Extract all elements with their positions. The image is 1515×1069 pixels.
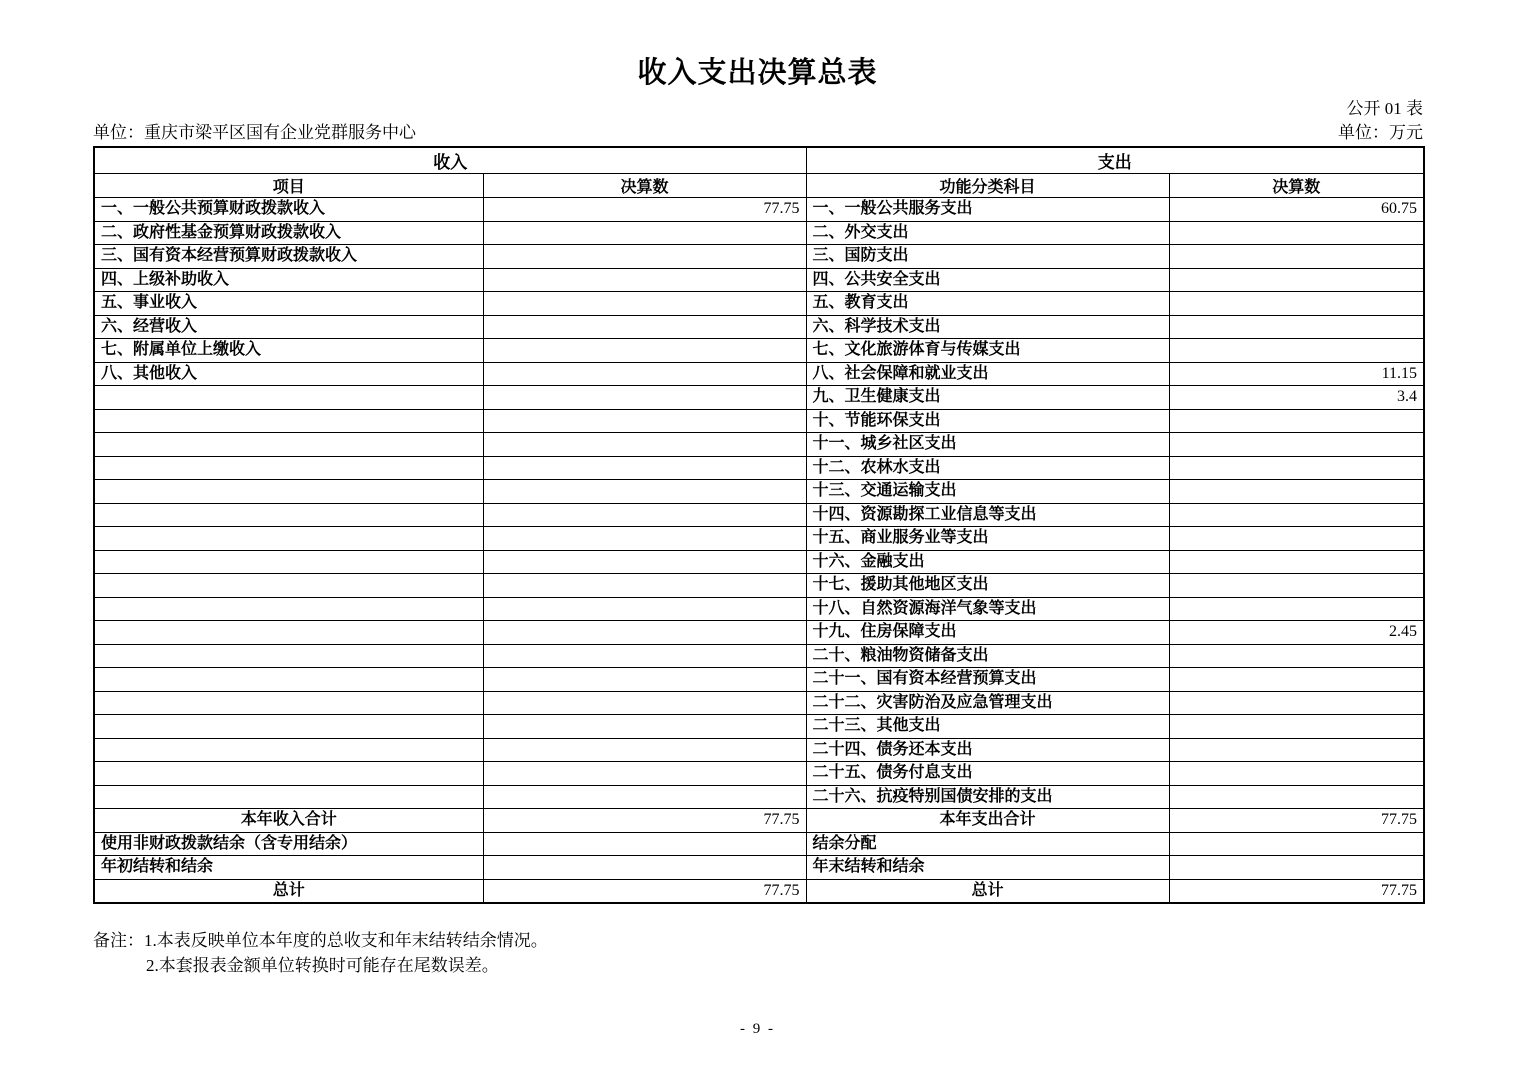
income-item-cell bbox=[94, 433, 483, 457]
form-number: 公开 01 表 bbox=[1346, 99, 1423, 118]
table-row bbox=[94, 386, 1424, 410]
income-item-cell: 总计 bbox=[94, 879, 483, 903]
expense-item-cell: 五、教育支出 bbox=[806, 292, 1169, 316]
income-amount-cell bbox=[483, 433, 806, 457]
income-amount-cell: 77.75 bbox=[483, 198, 806, 222]
expense-item-cell: 二、外交支出 bbox=[806, 221, 1169, 245]
table-row bbox=[94, 292, 1424, 316]
expense-amount-cell bbox=[1169, 668, 1424, 692]
table-row bbox=[94, 480, 1424, 504]
income-amount-cell bbox=[483, 527, 806, 551]
expense-item-cell: 结余分配 bbox=[806, 832, 1169, 856]
table-row bbox=[94, 503, 1424, 527]
expense-item-cell: 一、一般公共服务支出 bbox=[806, 198, 1169, 222]
expense-amount-cell: 2.45 bbox=[1169, 621, 1424, 645]
expense-amount-cell bbox=[1169, 832, 1424, 856]
expense-amount-cell: 3.4 bbox=[1169, 386, 1424, 410]
income-item-cell: 年初结转和结余 bbox=[94, 856, 483, 880]
expense-amount-cell: 77.75 bbox=[1169, 809, 1424, 833]
expense-item-cell: 十五、商业服务业等支出 bbox=[806, 527, 1169, 551]
income-item-cell bbox=[94, 762, 483, 786]
column-header-row bbox=[94, 174, 1424, 198]
expense-item-cell: 八、社会保障和就业支出 bbox=[806, 362, 1169, 386]
table-row bbox=[94, 433, 1424, 457]
table-row bbox=[94, 268, 1424, 292]
income-amount-cell bbox=[483, 574, 806, 598]
table-row bbox=[94, 856, 1424, 880]
income-amount-cell bbox=[483, 245, 806, 269]
expense-item-cell: 二十五、债务付息支出 bbox=[806, 762, 1169, 786]
expense-amount-cell bbox=[1169, 409, 1424, 433]
income-item-cell: 使用非财政拨款结余（含专用结余） bbox=[94, 832, 483, 856]
expense-item-cell: 十六、金融支出 bbox=[806, 550, 1169, 574]
income-amount-cell bbox=[483, 715, 806, 739]
income-item-cell bbox=[94, 409, 483, 433]
table-row bbox=[94, 245, 1424, 269]
income-item-cell bbox=[94, 456, 483, 480]
expense-amount-cell bbox=[1169, 644, 1424, 668]
income-amount-cell bbox=[483, 762, 806, 786]
income-item-cell bbox=[94, 386, 483, 410]
expense-amount-cell bbox=[1169, 315, 1424, 339]
income-item-cell: 六、经营收入 bbox=[94, 315, 483, 339]
income-amount-cell bbox=[483, 621, 806, 645]
table-row bbox=[94, 362, 1424, 386]
income-amount-cell bbox=[483, 339, 806, 363]
expense-section-header: 支出 bbox=[806, 147, 1424, 174]
expense-item-cell: 三、国防支出 bbox=[806, 245, 1169, 269]
income-item-cell: 五、事业收入 bbox=[94, 292, 483, 316]
unit-currency: 单位：万元 bbox=[1338, 123, 1423, 142]
income-item-cell bbox=[94, 785, 483, 809]
income-amount-cell bbox=[483, 550, 806, 574]
expense-amount-cell bbox=[1169, 503, 1424, 527]
table-row bbox=[94, 715, 1424, 739]
expense-amount-cell: 60.75 bbox=[1169, 198, 1424, 222]
income-amount-cell: 77.75 bbox=[483, 879, 806, 903]
expense-item-cell: 十二、农林水支出 bbox=[806, 456, 1169, 480]
income-item-cell: 七、附属单位上缴收入 bbox=[94, 339, 483, 363]
expense-amount-cell bbox=[1169, 527, 1424, 551]
income-amount-column-header: 决算数 bbox=[483, 174, 806, 198]
summary-table bbox=[93, 146, 1425, 904]
income-amount-cell bbox=[483, 668, 806, 692]
expense-item-cell: 二十二、灾害防治及应急管理支出 bbox=[806, 691, 1169, 715]
income-amount-cell bbox=[483, 315, 806, 339]
income-amount-cell bbox=[483, 644, 806, 668]
expense-amount-cell bbox=[1169, 738, 1424, 762]
income-amount-cell bbox=[483, 292, 806, 316]
table-row bbox=[94, 456, 1424, 480]
expense-item-cell: 二十六、抗疫特别国债安排的支出 bbox=[806, 785, 1169, 809]
income-item-cell bbox=[94, 668, 483, 692]
expense-amount-cell bbox=[1169, 762, 1424, 786]
income-item-cell bbox=[94, 550, 483, 574]
expense-item-cell: 十、节能环保支出 bbox=[806, 409, 1169, 433]
table-row bbox=[94, 832, 1424, 856]
expense-amount-cell bbox=[1169, 691, 1424, 715]
expense-amount-cell bbox=[1169, 433, 1424, 457]
expense-item-cell: 二十、粮油物资储备支出 bbox=[806, 644, 1169, 668]
expense-item-cell: 十九、住房保障支出 bbox=[806, 621, 1169, 645]
expense-item-cell: 二十四、债务还本支出 bbox=[806, 738, 1169, 762]
expense-item-cell: 十四、资源勘探工业信息等支出 bbox=[806, 503, 1169, 527]
table-row bbox=[94, 879, 1424, 903]
table-row bbox=[94, 527, 1424, 551]
income-amount-cell bbox=[483, 691, 806, 715]
income-amount-cell bbox=[483, 503, 806, 527]
expense-item-cell: 七、文化旅游体育与传媒支出 bbox=[806, 339, 1169, 363]
income-item-cell: 一、一般公共预算财政拨款收入 bbox=[94, 198, 483, 222]
note-line-2: 2.本套报表金额单位转换时可能存在尾数误差。 bbox=[146, 956, 499, 975]
income-item-cell: 二、政府性基金预算财政拨款收入 bbox=[94, 221, 483, 245]
income-amount-cell bbox=[483, 362, 806, 386]
income-item-cell: 本年收入合计 bbox=[94, 809, 483, 833]
income-amount-cell bbox=[483, 456, 806, 480]
income-item-cell bbox=[94, 597, 483, 621]
table-row bbox=[94, 668, 1424, 692]
table-row bbox=[94, 762, 1424, 786]
income-amount-cell bbox=[483, 856, 806, 880]
income-amount-cell: 77.75 bbox=[483, 809, 806, 833]
expense-amount-cell: 11.15 bbox=[1169, 362, 1424, 386]
table-row bbox=[94, 409, 1424, 433]
expense-item-cell: 十七、援助其他地区支出 bbox=[806, 574, 1169, 598]
expense-item-cell: 十三、交通运输支出 bbox=[806, 480, 1169, 504]
table-row bbox=[94, 644, 1424, 668]
income-amount-cell bbox=[483, 221, 806, 245]
income-item-cell bbox=[94, 715, 483, 739]
unit-name: 单位：重庆市梁平区国有企业党群服务中心 bbox=[93, 123, 416, 142]
table-body bbox=[94, 198, 1424, 903]
income-item-cell bbox=[94, 738, 483, 762]
income-amount-cell bbox=[483, 785, 806, 809]
income-item-cell bbox=[94, 644, 483, 668]
expense-item-cell: 十一、城乡社区支出 bbox=[806, 433, 1169, 457]
expense-amount-cell bbox=[1169, 715, 1424, 739]
table-row bbox=[94, 691, 1424, 715]
expense-item-cell: 年末结转和结余 bbox=[806, 856, 1169, 880]
income-amount-cell bbox=[483, 738, 806, 762]
expense-item-cell: 二十一、国有资本经营预算支出 bbox=[806, 668, 1169, 692]
expense-item-cell: 总计 bbox=[806, 879, 1169, 903]
table-row bbox=[94, 339, 1424, 363]
income-amount-cell bbox=[483, 386, 806, 410]
expense-item-cell: 十八、自然资源海洋气象等支出 bbox=[806, 597, 1169, 621]
income-amount-cell bbox=[483, 832, 806, 856]
expense-amount-cell bbox=[1169, 268, 1424, 292]
income-item-cell bbox=[94, 574, 483, 598]
section-header-row bbox=[94, 147, 1424, 174]
expense-amount-column-header: 决算数 bbox=[1169, 174, 1424, 198]
expense-amount-cell bbox=[1169, 480, 1424, 504]
table-row bbox=[94, 574, 1424, 598]
expense-item-cell: 九、卫生健康支出 bbox=[806, 386, 1169, 410]
income-item-cell bbox=[94, 503, 483, 527]
expense-item-column-header: 功能分类科目 bbox=[806, 174, 1169, 198]
income-amount-cell bbox=[483, 268, 806, 292]
expense-amount-cell bbox=[1169, 339, 1424, 363]
income-amount-cell bbox=[483, 597, 806, 621]
unit-line bbox=[93, 118, 1423, 143]
notes bbox=[93, 928, 548, 978]
table-row bbox=[94, 621, 1424, 645]
table-row bbox=[94, 809, 1424, 833]
expense-amount-cell bbox=[1169, 856, 1424, 880]
income-item-column-header: 项目 bbox=[94, 174, 483, 198]
expense-item-cell: 本年支出合计 bbox=[806, 809, 1169, 833]
income-section-header: 收入 bbox=[94, 147, 806, 174]
page-number: - 9 - bbox=[740, 1021, 775, 1037]
table-row bbox=[94, 597, 1424, 621]
table-row bbox=[94, 550, 1424, 574]
table-row bbox=[94, 738, 1424, 762]
expense-amount-cell bbox=[1169, 574, 1424, 598]
income-item-cell: 八、其他收入 bbox=[94, 362, 483, 386]
note-line-1: 备注：1.本表反映单位本年度的总收支和年末结转结余情况。 bbox=[93, 931, 548, 950]
income-item-cell: 四、上级补助收入 bbox=[94, 268, 483, 292]
income-item-cell: 三、国有资本经营预算财政拨款收入 bbox=[94, 245, 483, 269]
expense-amount-cell bbox=[1169, 550, 1424, 574]
expense-amount-cell: 77.75 bbox=[1169, 879, 1424, 903]
expense-amount-cell bbox=[1169, 785, 1424, 809]
expense-amount-cell bbox=[1169, 221, 1424, 245]
table-row bbox=[94, 785, 1424, 809]
page-title: 收入支出决算总表 bbox=[637, 57, 878, 89]
expense-amount-cell bbox=[1169, 245, 1424, 269]
table-row bbox=[94, 315, 1424, 339]
income-item-cell bbox=[94, 527, 483, 551]
table-row bbox=[94, 198, 1424, 222]
income-item-cell bbox=[94, 480, 483, 504]
income-amount-cell bbox=[483, 409, 806, 433]
income-item-cell bbox=[94, 621, 483, 645]
expense-amount-cell bbox=[1169, 597, 1424, 621]
expense-amount-cell bbox=[1169, 456, 1424, 480]
table-row bbox=[94, 221, 1424, 245]
expense-item-cell: 四、公共安全支出 bbox=[806, 268, 1169, 292]
expense-item-cell: 二十三、其他支出 bbox=[806, 715, 1169, 739]
income-amount-cell bbox=[483, 480, 806, 504]
expense-item-cell: 六、科学技术支出 bbox=[806, 315, 1169, 339]
income-item-cell bbox=[94, 691, 483, 715]
expense-amount-cell bbox=[1169, 292, 1424, 316]
